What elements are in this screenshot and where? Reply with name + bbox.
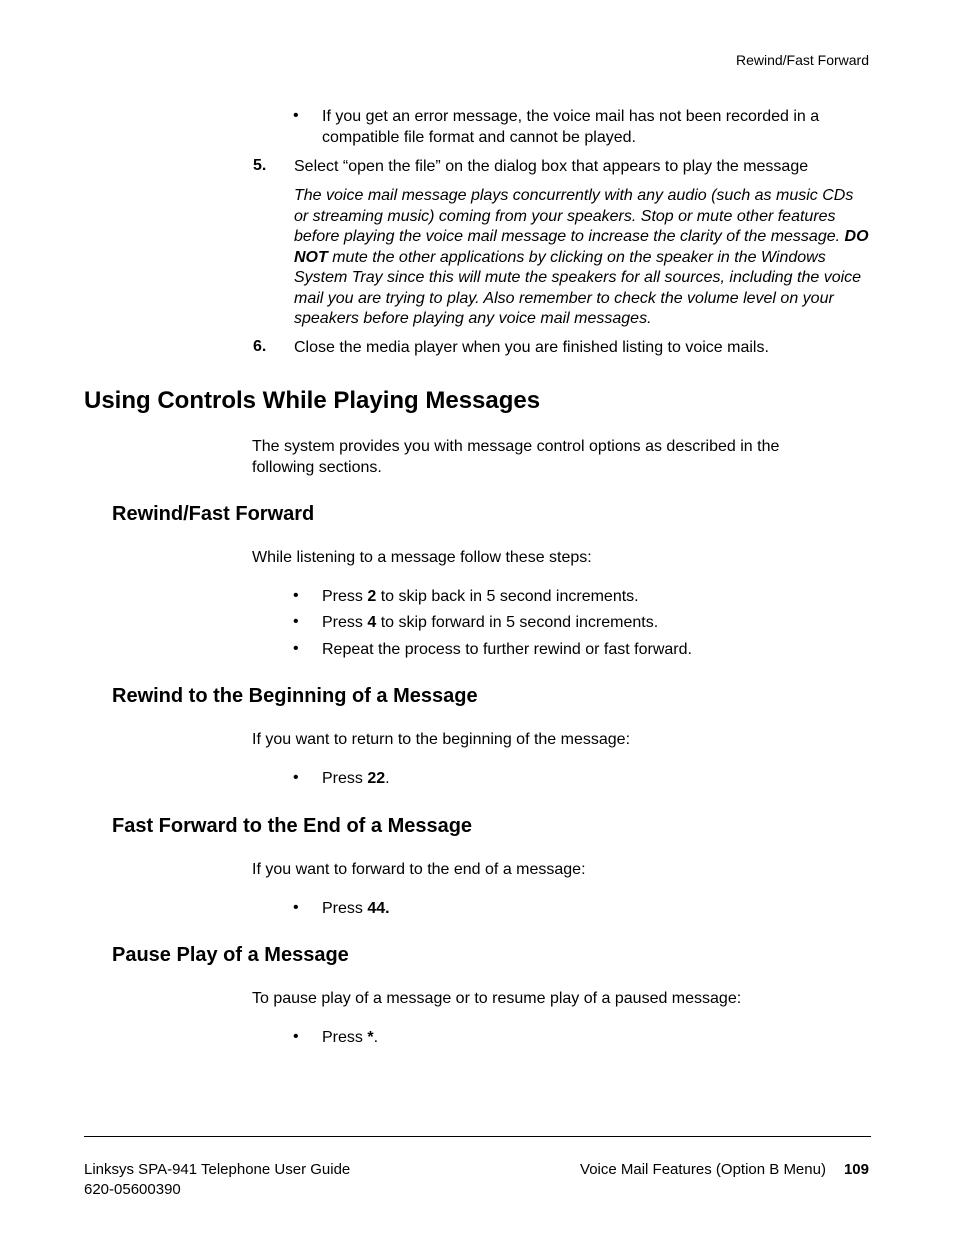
step-text: Select “open the file” on the dialog box that appears to play the message — [294, 158, 809, 175]
bullet-dot: • — [293, 769, 299, 786]
subsection-title: Rewind/Fast Forward — [112, 503, 315, 525]
section-intro: The system provides you with message control options as described in the following sections. — [252, 438, 780, 476]
bullet-text: Press 22. — [322, 770, 390, 787]
key-label: 2 — [367, 588, 377, 605]
footer-divider — [84, 1136, 871, 1137]
step-number: 5. — [253, 157, 267, 174]
bullet-text: Press 4 to skip forward in 5 second increments. — [322, 614, 659, 631]
key-label: 22 — [367, 770, 386, 787]
subsection-intro: If you want to forward to the end of a message: — [252, 861, 586, 878]
step-number: 6. — [253, 338, 267, 355]
footer-right — [580, 1160, 869, 1180]
subsection-intro: If you want to return to the beginning of the message: — [252, 731, 631, 748]
subsection-title: Rewind to the Beginning of a Message — [112, 685, 478, 707]
bullet-dot: • — [293, 587, 299, 604]
bullet-dot: • — [293, 613, 299, 630]
bullet-text: Repeat the process to further rewind or fast forward. — [322, 641, 692, 658]
note-emphasis: DO NOT — [294, 228, 869, 266]
note-text: The voice mail message plays concurrently with any audio (such as music CDs or streaming music) coming from your speakers. Stop or mute other features before playing the voice mail message to increase the clarity of the message. — [294, 187, 854, 245]
key-label: 44. — [367, 900, 390, 917]
bullet-text: Press 2 to skip back in 5 second increments. — [322, 588, 639, 605]
bullet-text: If you get an error message, the voice mail has not been recorded in a compatible file format and cannot be played. — [322, 108, 820, 146]
bullet-dot: • — [293, 899, 299, 916]
subsection-title: Fast Forward to the End of a Message — [112, 815, 473, 837]
bullet-dot: • — [293, 1028, 299, 1045]
step-note — [294, 186, 869, 330]
bullet-dot: • — [293, 640, 299, 657]
note-text: mute the other applications by clicking on the speaker in the Windows System Tray since this will mute the speakers for all sources, including the voice mail you are trying to play. Also remember to check the volume level on your speakers before playing any voice mail messages. — [294, 248, 862, 327]
page-number: 109 — [843, 1161, 869, 1178]
subsection-intro: To pause play of a message or to resume play of a paused message: — [252, 990, 742, 1007]
running-header: Rewind/Fast Forward — [735, 52, 869, 68]
footer-chapter: Voice Mail Features (Option B Menu) — [580, 1161, 826, 1178]
key-label: 4 — [367, 614, 377, 631]
footer-doc-number: 620-05600390 — [84, 1181, 181, 1198]
bullet-dot: • — [293, 107, 299, 124]
key-label: * — [367, 1029, 374, 1046]
subsection-title: Pause Play of a Message — [112, 944, 349, 966]
section-title: Using Controls While Playing Messages — [84, 387, 541, 414]
step-text: Close the media player when you are finished listing to voice mails. — [294, 339, 769, 356]
subsection-intro: While listening to a message follow these steps: — [252, 549, 592, 566]
bullet-text: Press 44. — [322, 900, 390, 917]
footer-guide-title: Linksys SPA-941 Telephone User Guide — [84, 1161, 351, 1178]
bullet-text: Press *. — [322, 1029, 379, 1046]
